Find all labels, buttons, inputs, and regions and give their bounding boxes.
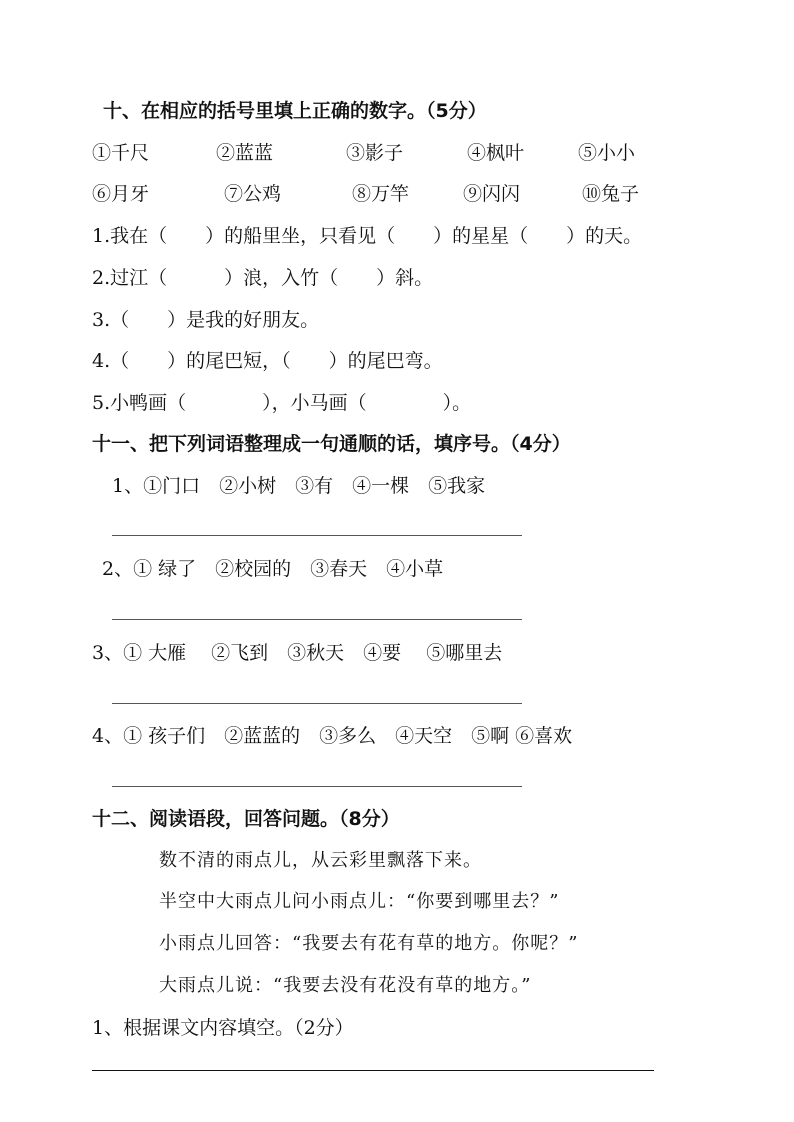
answer-line-4[interactable] <box>112 786 522 787</box>
question-10-2: 2.过江（ ）浪，入竹（ ）斜。 <box>92 267 434 289</box>
option-9: ⑨闪闪 <box>463 183 521 205</box>
option-7: ⑦公鸡 <box>224 183 282 205</box>
answer-line-1[interactable] <box>112 535 522 536</box>
question-12-1: 1、根据课文内容填空。（2分） <box>92 1017 354 1039</box>
passage-line-4: 大雨点儿说：“我要去没有花没有草的地方。” <box>159 975 532 996</box>
section12-heading: 十二、阅读语段，回答问题。（8分） <box>92 808 400 830</box>
passage-line-2: 半空中大雨点儿问小雨点儿：“你要到哪里去？” <box>159 891 560 912</box>
option-1: ①千尺 <box>92 142 150 164</box>
option-2: ②蓝蓝 <box>216 142 274 164</box>
answer-line-3[interactable] <box>112 703 522 704</box>
question-10-5: 5.小鸭画（ ），小马画（ ）。 <box>92 392 472 414</box>
option-4: ④枫叶 <box>467 142 525 164</box>
reorder-item-1: 1、①门口 ②小树 ③有 ④一棵 ⑤我家 <box>112 475 486 497</box>
answer-line-2[interactable] <box>112 619 522 620</box>
reorder-item-3: 3、① 大雁 ②飞到 ③秋天 ④要 ⑤哪里去 <box>92 642 503 664</box>
passage-line-1: 数不清的雨点儿，从云彩里飘落下来。 <box>159 850 482 871</box>
reorder-item-2: 2、① 绿了 ②校园的 ③春天 ④小草 <box>102 558 444 580</box>
option-10: ⑩兔子 <box>582 183 640 205</box>
section11-heading: 十一、把下列词语整理成一句通顺的话，填序号。（4分） <box>92 433 571 455</box>
option-3: ③影子 <box>346 142 404 164</box>
passage-line-3: 小雨点儿回答：“我要去有花有草的地方。你呢？” <box>159 933 579 954</box>
section10-heading: 十、在相应的括号里填上正确的数字。（5分） <box>103 100 487 122</box>
option-5: ⑤小小 <box>578 142 636 164</box>
question-10-4: 4.（ ）的尾巴短，（ ）的尾巴弯。 <box>92 350 443 372</box>
question-10-3: 3.（ ）是我的好朋友。 <box>92 309 320 331</box>
option-8: ⑧万竿 <box>352 183 410 205</box>
reorder-item-4: 4、① 孩子们 ②蓝蓝的 ③多么 ④天空 ⑤啊 ⑥喜欢 <box>92 725 573 747</box>
answer-line-12-1[interactable] <box>92 1070 654 1071</box>
question-10-1: 1.我在（ ）的船里坐，只看见（ ）的星星（ ）的天。 <box>92 225 643 247</box>
option-6: ⑥月牙 <box>92 183 150 205</box>
